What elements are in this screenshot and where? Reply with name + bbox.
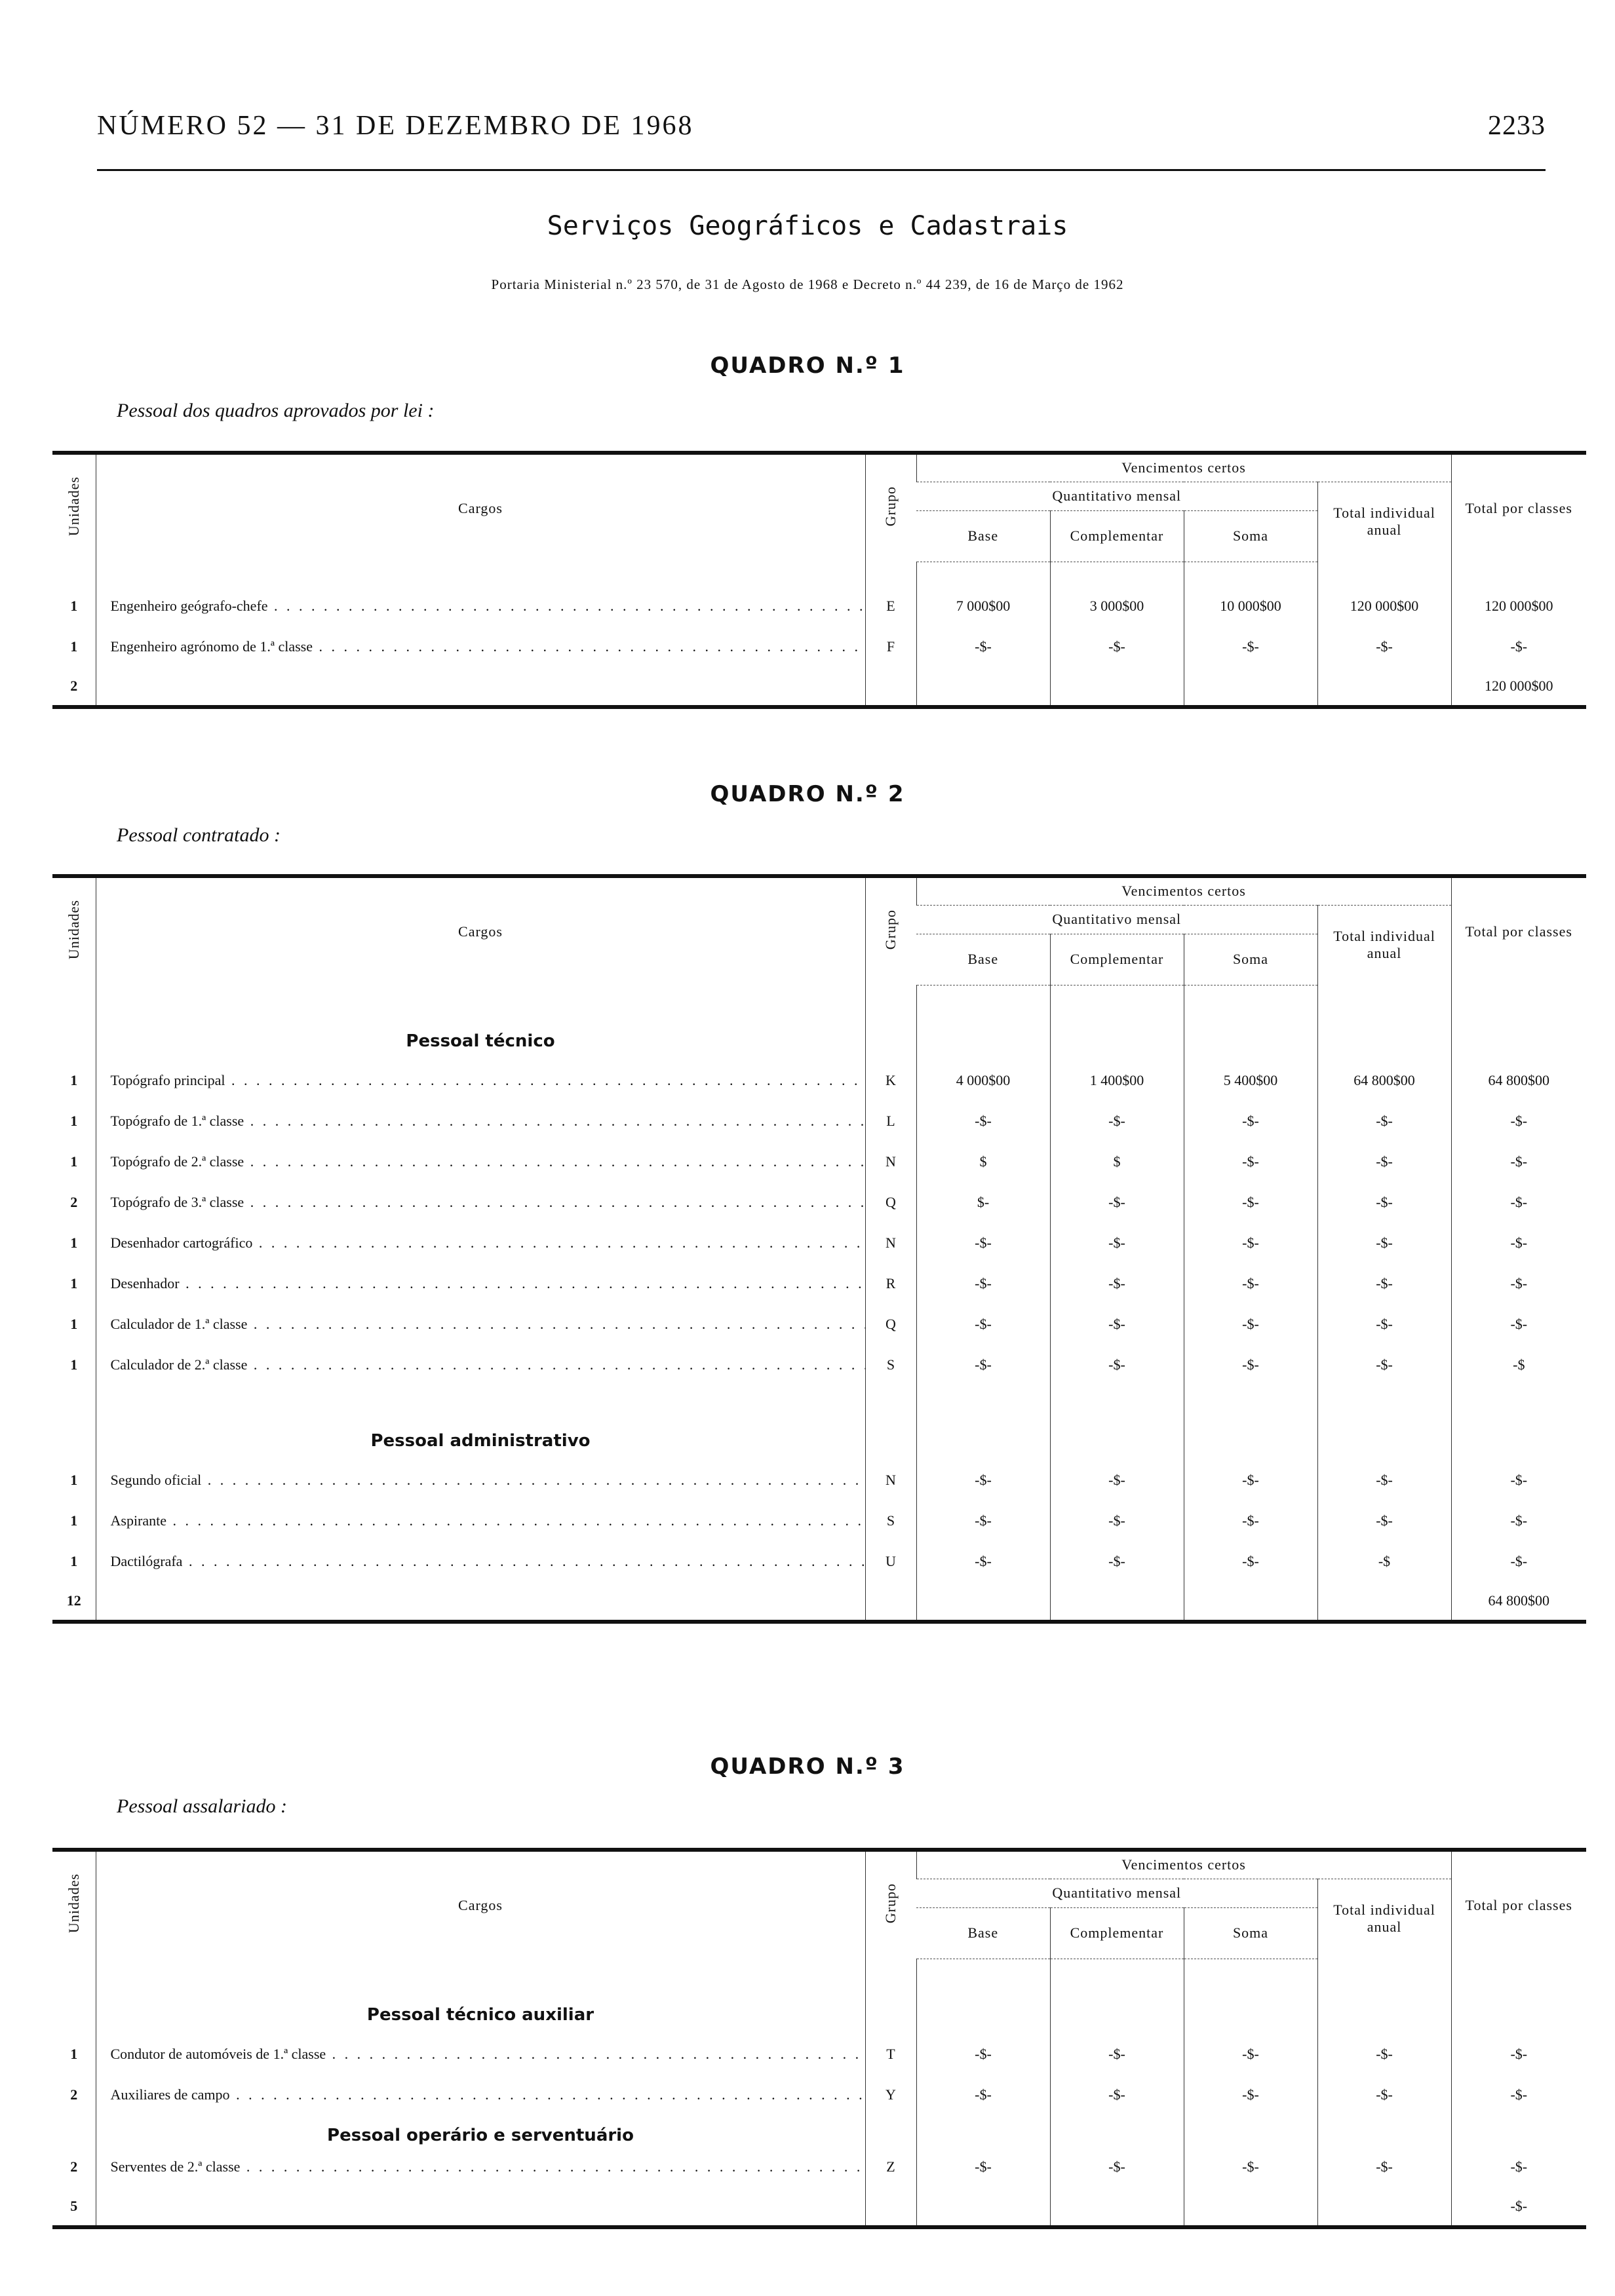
unidades-cell: 1: [70, 1071, 78, 1088]
cargo-cell: Desenhador . . .: [96, 1263, 865, 1304]
col-total-classes: Total por classes: [1451, 876, 1586, 985]
unidades-cell: 1: [70, 1112, 78, 1129]
soma-cell: -$-: [1184, 2147, 1317, 2187]
base-cell: -$-: [916, 1541, 1050, 1582]
table-row: [52, 1141, 1586, 1182]
base-cell: 4 000$00: [916, 1060, 1050, 1101]
total-individual-cell: -$: [1317, 1541, 1451, 1582]
total-individual-cell: -$-: [1317, 1501, 1451, 1541]
complementar-cell: -$-: [1050, 1460, 1184, 1501]
col-quantitativo: Quantitativo mensal: [916, 905, 1317, 934]
unidades-cell: 1: [70, 1274, 78, 1292]
total-individual-cell: 64 800$00: [1317, 1060, 1451, 1101]
total-individual-cell: -$-: [1317, 1141, 1451, 1182]
section-label: Pessoal administrativo: [96, 1385, 865, 1460]
quadro-3-table: [52, 1848, 1586, 2229]
col-total-classes: Total por classes: [1451, 1850, 1586, 1959]
cargo-cell: Aspirante . . .: [96, 1501, 865, 1541]
col-vencimentos: Vencimentos certos: [916, 876, 1451, 905]
table-row: [52, 2147, 1586, 2187]
base-cell: -$-: [916, 1304, 1050, 1345]
unidades-cell: 1: [70, 1315, 78, 1332]
soma-cell: -$-: [1184, 1460, 1317, 1501]
grupo-cell: N: [865, 1223, 916, 1263]
grupo-cell: Y: [865, 2075, 916, 2115]
cargo-cell: Calculador de 1.ª classe . . .: [96, 1304, 865, 1345]
col-vencimentos: Vencimentos certos: [916, 1850, 1451, 1879]
grupo-cell: S: [865, 1501, 916, 1541]
quadro-2-subtitle: Pessoal contratado :: [117, 824, 281, 846]
quadro-1-table: [52, 451, 1586, 709]
soma-cell: -$-: [1184, 2075, 1317, 2115]
base-cell: -$-: [916, 2147, 1050, 2187]
total-individual-cell: -$-: [1317, 2034, 1451, 2075]
soma-cell: -$-: [1184, 1304, 1317, 1345]
grupo-cell: Q: [865, 1182, 916, 1223]
total-row: [52, 667, 1586, 707]
grupo-cell: U: [865, 1541, 916, 1582]
col-cargos: Cargos: [96, 453, 865, 562]
col-total-individual: Total individual anual: [1317, 482, 1451, 562]
col-quantitativo: Quantitativo mensal: [916, 482, 1317, 510]
cargo-cell: Engenheiro geógrafo-chefe . . .: [96, 586, 865, 626]
section-row-tecnico: [52, 985, 1586, 1060]
soma-cell: -$-: [1184, 1541, 1317, 1582]
unidades-cell: 1: [70, 597, 78, 614]
base-cell: $: [916, 1141, 1050, 1182]
total-classes-cell: -$-: [1451, 1182, 1586, 1223]
table-row: [52, 1060, 1586, 1101]
soma-cell: -$-: [1184, 1345, 1317, 1385]
cargo-cell: Serventes de 2.ª classe . . .: [96, 2147, 865, 2187]
quadro-1-subtitle: Pessoal dos quadros aprovados por lei :: [117, 400, 435, 421]
soma-cell: -$-: [1184, 1101, 1317, 1141]
total-classes-cell: -$-: [1451, 1263, 1586, 1304]
total-classes-cell: -$-: [1451, 2075, 1586, 2115]
cargo-cell: Calculador de 2.ª classe . . .: [96, 1345, 865, 1385]
grupo-cell: S: [865, 1345, 916, 1385]
total-classes-cell: -$-: [1451, 1101, 1586, 1141]
soma-cell: -$-: [1184, 1141, 1317, 1182]
complementar-cell: -$-: [1050, 1223, 1184, 1263]
table-row: [52, 1304, 1586, 1345]
col-grupo: Grupo: [865, 453, 916, 562]
grupo-cell: Q: [865, 1304, 916, 1345]
total-classes-cell: 120 000$00: [1451, 586, 1586, 626]
base-cell: -$-: [916, 626, 1050, 667]
total-classes-cell: -$-: [1451, 1541, 1586, 1582]
complementar-cell: -$-: [1050, 1263, 1184, 1304]
total-individual-cell: 120 000$00: [1317, 586, 1451, 626]
base-cell: $-: [916, 1182, 1050, 1223]
total-classes-cell: -$-: [1451, 2147, 1586, 2187]
section-row-administrativo: [52, 1385, 1586, 1460]
unidades-cell: 1: [70, 1153, 78, 1170]
total-classes-cell: -$-: [1451, 2034, 1586, 2075]
total-row: [52, 2187, 1586, 2227]
total-classes-cell: -$-: [1451, 1141, 1586, 1182]
total-classes-cell: -$-: [1451, 626, 1586, 667]
complementar-cell: -$-: [1050, 1101, 1184, 1141]
section-label: Pessoal técnico auxiliar: [96, 1959, 865, 2034]
table-row: [52, 626, 1586, 667]
grupo-cell: N: [865, 1460, 916, 1501]
total-individual-cell: -$-: [1317, 1101, 1451, 1141]
table-row: [52, 1345, 1586, 1385]
soma-cell: 5 400$00: [1184, 1060, 1317, 1101]
col-grupo: Grupo: [865, 1850, 916, 1959]
page-header: [97, 110, 1546, 142]
complementar-cell: -$-: [1050, 2034, 1184, 2075]
col-cargos: Cargos: [96, 1850, 865, 1959]
total-individual-cell: -$-: [1317, 1182, 1451, 1223]
grupo-cell: Z: [865, 2147, 916, 2187]
unidades-cell: 2: [70, 1193, 78, 1210]
col-base: Base: [916, 934, 1050, 985]
section-title: Serviços Geográficos e Cadastrais: [547, 211, 1068, 241]
unidades-cell: 1: [70, 2045, 78, 2062]
col-base: Base: [916, 510, 1050, 562]
complementar-cell: -$-: [1050, 1501, 1184, 1541]
table-row: [52, 1501, 1586, 1541]
unidades-cell: 1: [70, 1552, 78, 1569]
base-cell: 7 000$00: [916, 586, 1050, 626]
base-cell: -$-: [916, 1501, 1050, 1541]
section-label: Pessoal técnico: [96, 985, 865, 1060]
base-cell: -$-: [916, 1263, 1050, 1304]
total-individual-cell: -$-: [1317, 1304, 1451, 1345]
col-total-classes: Total por classes: [1451, 453, 1586, 562]
header-rule: [97, 169, 1546, 171]
unidades-cell: 2: [70, 2086, 78, 2103]
col-complementar: Complementar: [1050, 934, 1184, 985]
table-row: [52, 1263, 1586, 1304]
complementar-cell: -$-: [1050, 1304, 1184, 1345]
unidades-cell: 1: [70, 1512, 78, 1529]
grupo-cell: N: [865, 1141, 916, 1182]
section-label: Pessoal operário e serventuário: [96, 2115, 865, 2147]
total-classes-cell: -$-: [1451, 1501, 1586, 1541]
col-cargos: Cargos: [96, 876, 865, 985]
quadro-2-table: [52, 874, 1586, 1624]
total-row: [52, 1582, 1586, 1622]
base-cell: -$-: [916, 1101, 1050, 1141]
grand-total-cell: 64 800$00: [1451, 1582, 1586, 1622]
col-complementar: Complementar: [1050, 1907, 1184, 1959]
col-soma: Soma: [1184, 510, 1317, 562]
total-individual-cell: -$-: [1317, 1263, 1451, 1304]
quadro-2-body: [52, 985, 1586, 1622]
total-classes-cell: 64 800$00: [1451, 1060, 1586, 1101]
total-classes-cell: -$-: [1451, 1304, 1586, 1345]
complementar-cell: -$-: [1050, 2075, 1184, 2115]
col-soma: Soma: [1184, 1907, 1317, 1959]
total-individual-cell: -$-: [1317, 2147, 1451, 2187]
grupo-cell: T: [865, 2034, 916, 2075]
soma-cell: 10 000$00: [1184, 586, 1317, 626]
base-cell: -$-: [916, 2034, 1050, 2075]
grupo-cell: L: [865, 1101, 916, 1141]
grupo-cell: F: [865, 626, 916, 667]
table-row: [52, 1541, 1586, 1582]
total-individual-cell: -$-: [1317, 1223, 1451, 1263]
base-cell: -$-: [916, 2075, 1050, 2115]
col-quantitativo: Quantitativo mensal: [916, 1879, 1317, 1907]
col-soma: Soma: [1184, 934, 1317, 985]
table-row: [52, 1101, 1586, 1141]
unidades-cell: 1: [70, 1356, 78, 1373]
col-total-individual: Total individual anual: [1317, 905, 1451, 985]
cargo-cell: Topógrafo de 1.ª classe . . .: [96, 1101, 865, 1141]
total-individual-cell: -$-: [1317, 1460, 1451, 1501]
cargo-cell: Topógrafo de 3.ª classe . . .: [96, 1182, 865, 1223]
grand-total-cell: -$-: [1451, 2187, 1586, 2227]
grupo-cell: R: [865, 1263, 916, 1304]
unidades-cell: 1: [70, 1471, 78, 1488]
table-row: [52, 1182, 1586, 1223]
total-classes-cell: -$: [1451, 1345, 1586, 1385]
table-row: [52, 586, 1586, 626]
section-row-auxiliar: [52, 1959, 1586, 2034]
table-row: [52, 1460, 1586, 1501]
table-row: [52, 1223, 1586, 1263]
page-number: 2233: [1488, 111, 1546, 141]
cargo-cell: Topógrafo principal . . .: [96, 1060, 865, 1101]
base-cell: -$-: [916, 1460, 1050, 1501]
complementar-cell: -$-: [1050, 626, 1184, 667]
grand-total-cell: 120 000$00: [1451, 667, 1586, 707]
cargo-cell: Desenhador cartográfico . . .: [96, 1223, 865, 1263]
col-grupo: Grupo: [865, 876, 916, 985]
base-cell: -$-: [916, 1223, 1050, 1263]
quadro-3-subtitle: Pessoal assalariado :: [117, 1795, 288, 1817]
spacer-row: [52, 562, 1586, 586]
grupo-cell: K: [865, 1060, 916, 1101]
complementar-cell: -$-: [1050, 1541, 1184, 1582]
soma-cell: -$-: [1184, 1263, 1317, 1304]
total-unidades-cell: 12: [52, 1582, 96, 1622]
table-row: [52, 2034, 1586, 2075]
total-individual-cell: -$-: [1317, 1345, 1451, 1385]
quadro-3-title: QUADRO N.º 3: [710, 1753, 905, 1780]
unidades-cell: 1: [70, 638, 78, 655]
cargo-cell: Dactilógrafa . . .: [96, 1541, 865, 1582]
cargo-cell: Condutor de automóveis de 1.ª classe . . .: [96, 2034, 865, 2075]
col-unidades: Unidades: [52, 453, 96, 562]
total-classes-cell: -$-: [1451, 1223, 1586, 1263]
complementar-cell: -$-: [1050, 2147, 1184, 2187]
portaria-reference: Portaria Ministerial n.º 23 570, de 31 de Agosto de 1968 e Decreto n.º 44 239, de 16 de Março de 1962: [491, 277, 1124, 292]
total-unidades-cell: 5: [52, 2187, 96, 2227]
table-row: [52, 2075, 1586, 2115]
col-vencimentos: Vencimentos certos: [916, 453, 1451, 482]
issue-title: NÚMERO 52 — 31 DE DEZEMBRO DE 1968: [97, 111, 694, 141]
col-complementar: Complementar: [1050, 510, 1184, 562]
complementar-cell: 3 000$00: [1050, 586, 1184, 626]
quadro-1-body: [52, 562, 1586, 707]
section-row-operario: [52, 2115, 1586, 2147]
col-base: Base: [916, 1907, 1050, 1959]
complementar-cell: 1 400$00: [1050, 1060, 1184, 1101]
complementar-cell: -$-: [1050, 1182, 1184, 1223]
col-unidades: Unidades: [52, 1850, 96, 1959]
soma-cell: -$-: [1184, 1182, 1317, 1223]
complementar-cell: $: [1050, 1141, 1184, 1182]
unidades-cell: 1: [70, 1234, 78, 1251]
base-cell: -$-: [916, 1345, 1050, 1385]
quadro-3-body: [52, 1959, 1586, 2227]
total-individual-cell: -$-: [1317, 2075, 1451, 2115]
soma-cell: -$-: [1184, 626, 1317, 667]
unidades-cell: 2: [70, 2158, 78, 2175]
total-unidades-cell: 2: [52, 667, 96, 707]
soma-cell: -$-: [1184, 1223, 1317, 1263]
cargo-cell: Auxiliares de campo . . .: [96, 2075, 865, 2115]
total-classes-cell: -$-: [1451, 1460, 1586, 1501]
cargo-cell: Segundo oficial . . .: [96, 1460, 865, 1501]
quadro-1-title: QUADRO N.º 1: [710, 353, 905, 379]
complementar-cell: -$-: [1050, 1345, 1184, 1385]
soma-cell: -$-: [1184, 2034, 1317, 2075]
quadro-2-title: QUADRO N.º 2: [710, 781, 905, 807]
col-total-individual: Total individual anual: [1317, 1879, 1451, 1959]
cargo-cell: Engenheiro agrónomo de 1.ª classe . . .: [96, 626, 865, 667]
col-unidades: Unidades: [52, 876, 96, 985]
total-individual-cell: -$-: [1317, 626, 1451, 667]
soma-cell: -$-: [1184, 1501, 1317, 1541]
grupo-cell: E: [865, 586, 916, 626]
cargo-cell: Topógrafo de 2.ª classe . . .: [96, 1141, 865, 1182]
